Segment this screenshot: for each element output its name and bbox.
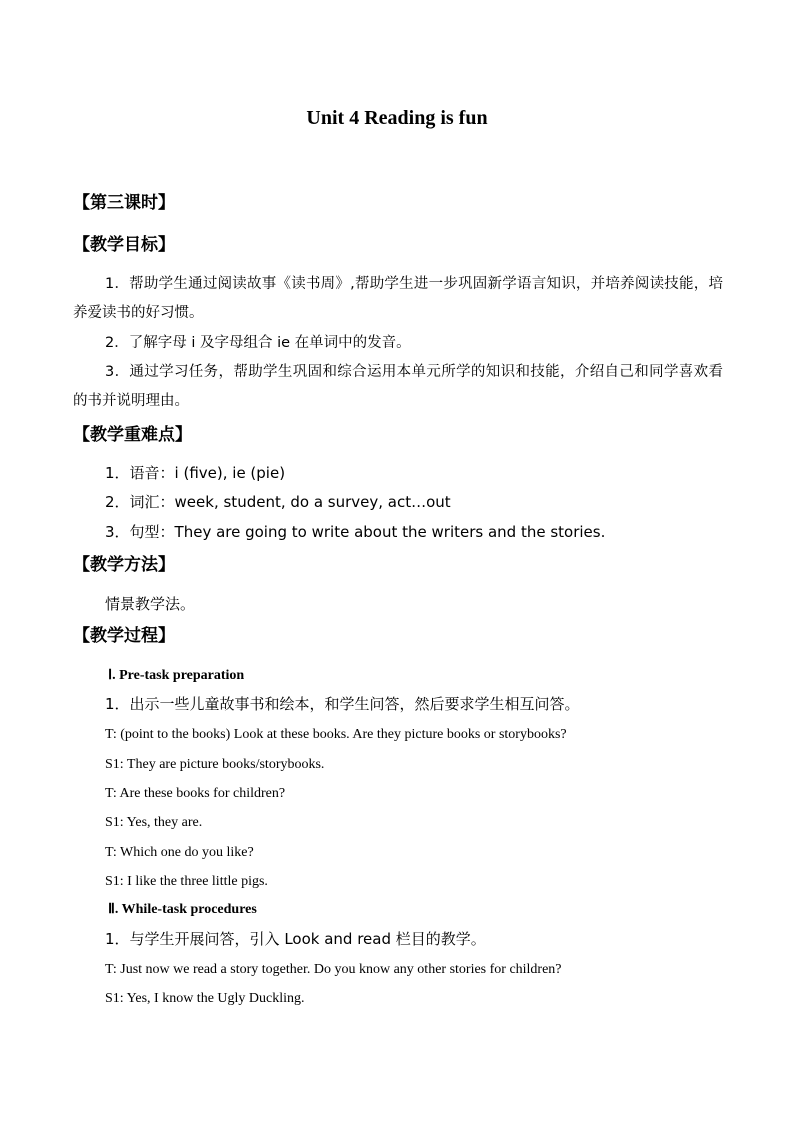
stage-title: Ⅰ. Pre-task preparation bbox=[108, 668, 245, 683]
objectives-heading: 【教学目标】 bbox=[73, 235, 175, 255]
dialogue-line: T: Which one do you like? bbox=[105, 845, 254, 860]
dialogue-line: T: Are these books for children? bbox=[105, 786, 286, 801]
document-title: Unit 4 Reading is fun bbox=[306, 107, 488, 129]
methods-text: 情景教学法。 bbox=[105, 595, 196, 613]
process-step: 1．出示一些儿童故事书和绘本，和学生问答，然后要求学生相互问答。 bbox=[105, 695, 580, 713]
process-heading: 【教学过程】 bbox=[73, 626, 175, 646]
key-point-item: 2．词汇：week, student, do a survey, act…out bbox=[105, 493, 451, 511]
dialogue-line: T: Just now we read a story together. Do you know any other stories for children? bbox=[105, 962, 562, 977]
objective-item: 1．帮助学生通过阅读故事《读书周》,帮助学生进一步巩固新学语言知识，并培养阅读技能，培养爱读书的好习惯。 bbox=[73, 276, 723, 321]
dialogue-line: S1: Yes, they are. bbox=[105, 815, 203, 830]
objective-item: 2．了解字母 i 及字母组合 ie 在单词中的发音。 bbox=[105, 335, 411, 351]
methods-heading: 【教学方法】 bbox=[73, 555, 175, 575]
objective-item: 3．通过学习任务，帮助学生巩固和综合运用本单元所学的知识和技能，介绍自己和同学喜欢看的书并说明理由。 bbox=[73, 364, 723, 409]
dialogue-line: S1: I like the three little pigs. bbox=[105, 874, 268, 889]
key-point-item: 3．句型：They are going to write about the writers and the stories. bbox=[105, 523, 606, 541]
dialogue-line: S1: They are picture books/storybooks. bbox=[105, 757, 325, 772]
process-step: 1．与学生开展问答，引入 Look and read 栏目的教学。 bbox=[105, 930, 486, 948]
dialogue-line: S1: Yes, I know the Ugly Duckling. bbox=[105, 991, 305, 1006]
key-point-item: 1．语音：i (five), ie (pie) bbox=[105, 464, 286, 482]
dialogue-line: T: (point to the books) Look at these books. Are they picture books or storybooks? bbox=[105, 727, 567, 742]
key-points-heading: 【教学重难点】 bbox=[73, 425, 192, 445]
stage-title: Ⅱ. While-task procedures bbox=[108, 902, 257, 917]
lesson-heading: 【第三课时】 bbox=[73, 193, 175, 213]
